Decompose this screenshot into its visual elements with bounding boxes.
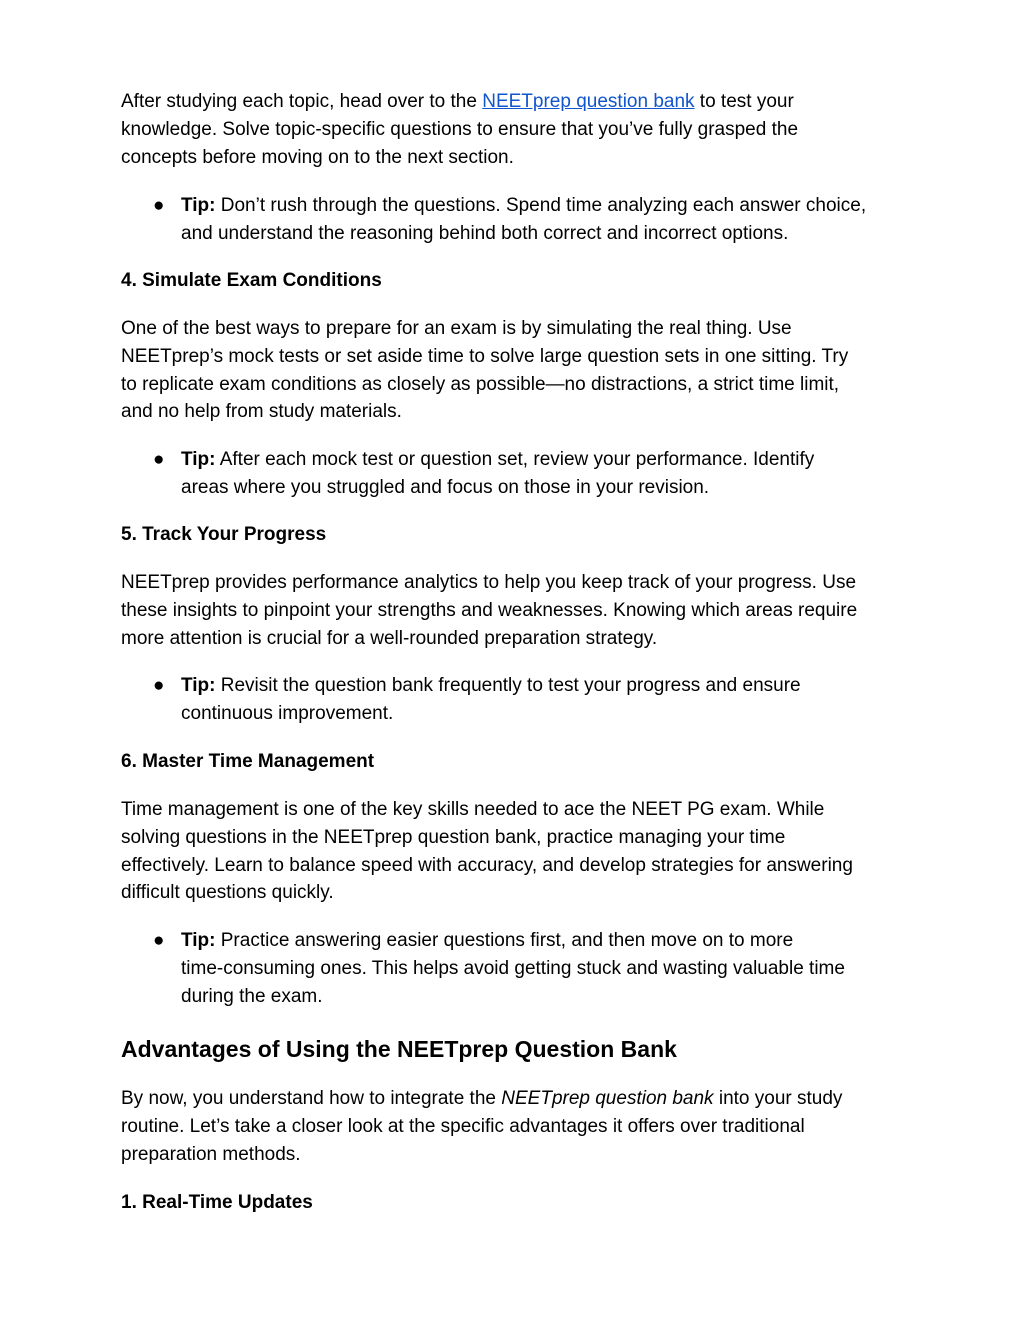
section-6-line-3: effectively. Learn to balance speed with accuracy, and develop strategies for answering	[121, 854, 853, 876]
section-6-line-2: solving questions in the NEETprep question bank, practice managing your time	[121, 826, 786, 848]
advantages-line-3: preparation methods.	[121, 1143, 301, 1165]
advantages-line-1-end: into your study	[713, 1088, 843, 1109]
bullet-icon: ●	[153, 449, 165, 470]
bullet-icon: ●	[153, 195, 165, 216]
tip-1-line-1: Don’t rush through the questions. Spend time analyzing each answer choice,	[215, 195, 867, 216]
advantages-line-1-start: By now, you understand how to integrate the	[121, 1088, 502, 1109]
tip-2	[181, 446, 921, 502]
tip-1	[181, 192, 921, 248]
section-6-line-4: difficult questions quickly.	[121, 882, 334, 904]
section-5-heading: 5. Track Your Progress	[121, 524, 327, 545]
tip-label: Tip:	[181, 449, 216, 470]
advantage-1-heading: 1. Real-Time Updates	[121, 1192, 313, 1213]
tip-3-line-2: continuous improvement.	[181, 702, 394, 724]
section-4-heading: 4. Simulate Exam Conditions	[121, 270, 382, 291]
section-5-line-2: these insights to pinpoint your strengths and weaknesses. Knowing which areas require	[121, 599, 858, 621]
tip-2-line-2: areas where you struggled and focus on those in your revision.	[181, 476, 710, 498]
tip-3	[181, 672, 921, 728]
intro-line-1-start: After studying each topic, head over to the	[121, 91, 483, 112]
tip-4-line-2: time-consuming ones. This helps avoid getting stuck and wasting valuable time	[181, 957, 845, 979]
intro-line-1-end: to test your	[694, 91, 794, 112]
tip-label: Tip:	[181, 675, 216, 696]
tip-label: Tip:	[181, 195, 216, 216]
tip-3-line-1: Revisit the question bank frequently to test your progress and ensure	[215, 675, 801, 696]
section-6-line-1: Time management is one of the key skills needed to ace the NEET PG exam. While	[121, 799, 825, 820]
tip-1-line-2: and understand the reasoning behind both correct and incorrect options.	[181, 222, 789, 244]
bullet-icon: ●	[153, 930, 165, 951]
section-4-paragraph	[121, 315, 911, 426]
section-5-line-3: more attention is crucial for a well-rounded preparation strategy.	[121, 627, 658, 649]
section-6-heading: 6. Master Time Management	[121, 751, 375, 772]
advantages-italic-term: NEETprep question bank	[501, 1088, 714, 1109]
section-5-line-1: NEETprep provides performance analytics to help you keep track of your progress. Use	[121, 572, 857, 593]
bullet-icon: ●	[153, 675, 165, 696]
section-6-paragraph	[121, 796, 911, 907]
intro-line-2: knowledge. Solve topic-specific questions to ensure that you’ve fully grasped the	[121, 118, 799, 140]
tip-4-line-1: Practice answering easier questions first, and then move on to more	[215, 930, 794, 951]
section-4-line-2: NEETprep’s mock tests or set aside time to solve large question sets in one sitting. Try	[121, 345, 849, 367]
section-5-paragraph	[121, 569, 911, 652]
tip-2-line-1: After each mock test or question set, review your performance. Identify	[215, 449, 815, 470]
tip-4	[181, 927, 921, 1010]
advantages-heading: Advantages of Using the NEETprep Question Bank	[121, 1036, 677, 1062]
advantages-paragraph	[121, 1085, 911, 1168]
section-4-line-3: to replicate exam conditions as closely as possible—no distractions, a strict time limit,	[121, 373, 840, 395]
intro-paragraph	[121, 88, 911, 171]
advantages-line-2: routine. Let’s take a closer look at the specific advantages it offers over traditional	[121, 1115, 805, 1137]
section-4-line-1: One of the best ways to prepare for an exam is by simulating the real thing. Use	[121, 318, 792, 339]
intro-line-3: concepts before moving on to the next section.	[121, 146, 514, 168]
tip-4-line-3: during the exam.	[181, 985, 323, 1007]
neetprep-question-bank-link[interactable]: NEETprep question bank	[482, 91, 695, 112]
tip-label: Tip:	[181, 930, 216, 951]
section-4-line-4: and no help from study materials.	[121, 401, 402, 423]
